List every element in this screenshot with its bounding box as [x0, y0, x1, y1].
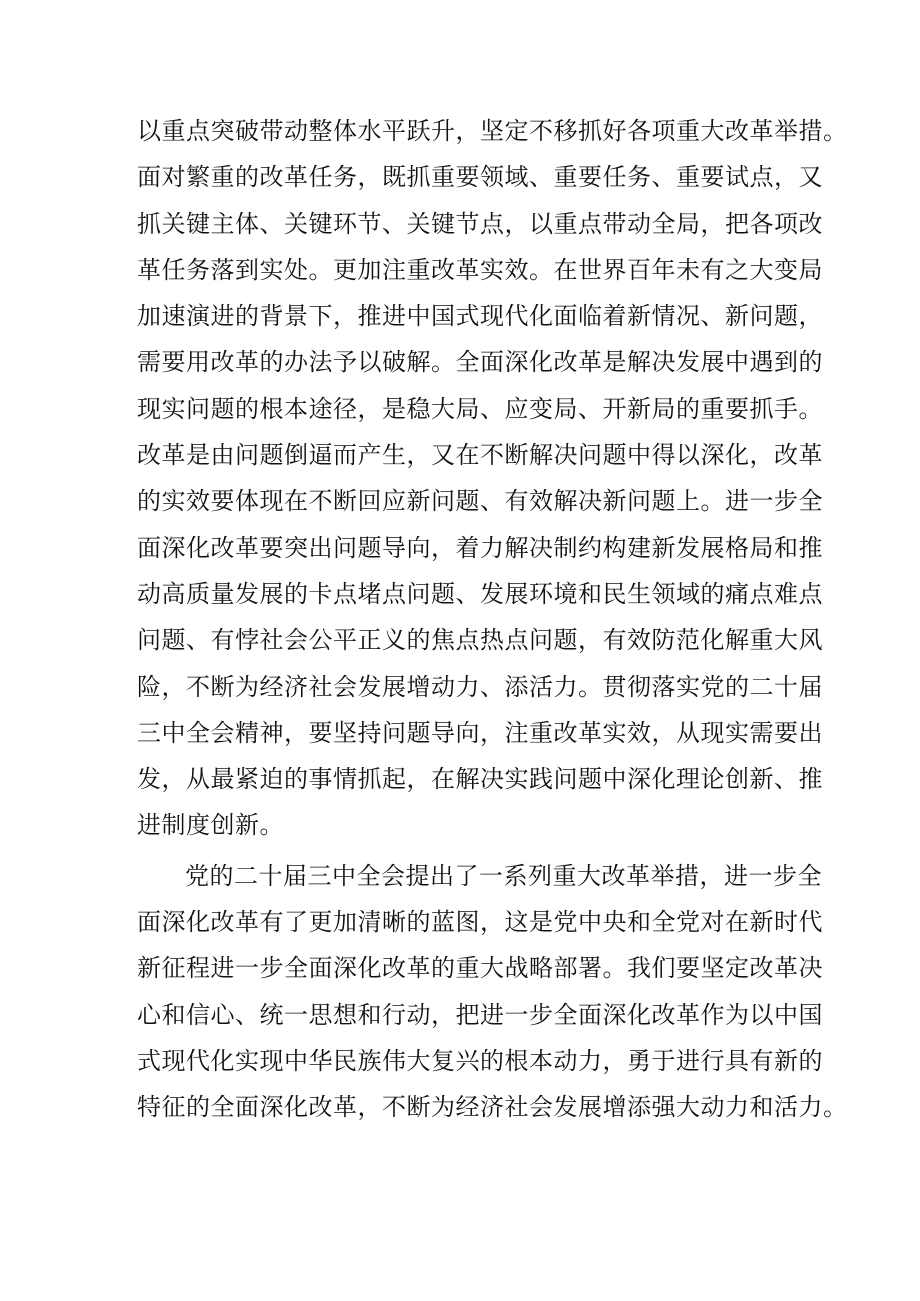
text-line: 三中全会精神，要坚持问题导向，注重改革实效，从现实需要出 [137, 718, 823, 747]
text-line: 改革是由问题倒逼而产生，又在不断解决问题中得以深化，改革 [137, 441, 823, 470]
text-line: 问题、有悖社会公平正义的焦点热点问题，有效防范化解重大风 [137, 626, 823, 655]
text-line: 现实问题的根本途径，是稳大局、应变局、开新局的重要抓手。 [137, 394, 823, 423]
text-line: 面对繁重的改革任务，既抓重要领域、重要任务、重要试点，又 [137, 163, 823, 192]
text-line: 以重点突破带动整体水平跃升，坚定不移抓好各项重大改革举措。 [137, 117, 848, 145]
text-line: 心和信心、统一思想和行动，把进一步全面深化改革作为以中国 [137, 1000, 823, 1029]
text-line: 特征的全面深化改革，不断为经济社会发展增添强大动力和活力。 [137, 1093, 848, 1122]
text-line: 式现代化实现中华民族伟大复兴的根本动力，勇于进行具有新的 [137, 1046, 823, 1075]
text-line: 加速演进的背景下，推进中国式现代化面临着新情况、新问题， [137, 302, 823, 331]
text-line: 抓关键主体、关键环节、关键节点，以重点带动全局，把各项改 [137, 209, 823, 238]
text-line: 新征程进一步全面深化改革的重大战略部署。我们要坚定改革决 [137, 954, 823, 983]
text-line: 面深化改革要突出问题导向，着力解决制约构建新发展格局和推 [137, 533, 823, 562]
text-line: 革任务落到实处。更加注重改革实效。在世界百年未有之大变局 [137, 255, 823, 284]
text-line: 的实效要体现在不断回应新问题、有效解决新问题上。进一步全 [137, 487, 823, 516]
text-line: 动高质量发展的卡点堵点问题、发展环境和民生领域的痛点难点 [137, 579, 823, 608]
text-line: 险，不断为经济社会发展增动力、添活力。贯彻落实党的二十届 [137, 672, 823, 701]
text-line: 进制度创新。 [137, 811, 284, 840]
text-line: 需要用改革的办法予以破解。全面深化改革是解决发展中遇到的 [137, 348, 823, 377]
body-text [137, 108, 848, 1131]
paragraph-2 [137, 853, 848, 1131]
text-line: 发，从最紧迫的事情抓起，在解决实践问题中深化理论创新、推 [137, 765, 823, 794]
text-line: 党的二十届三中全会提出了一系列重大改革举措，进一步全 [185, 861, 822, 890]
paragraph-1 [137, 108, 848, 849]
text-line: 面深化改革有了更加清晰的蓝图，这是党中央和全党对在新时代 [137, 908, 823, 937]
